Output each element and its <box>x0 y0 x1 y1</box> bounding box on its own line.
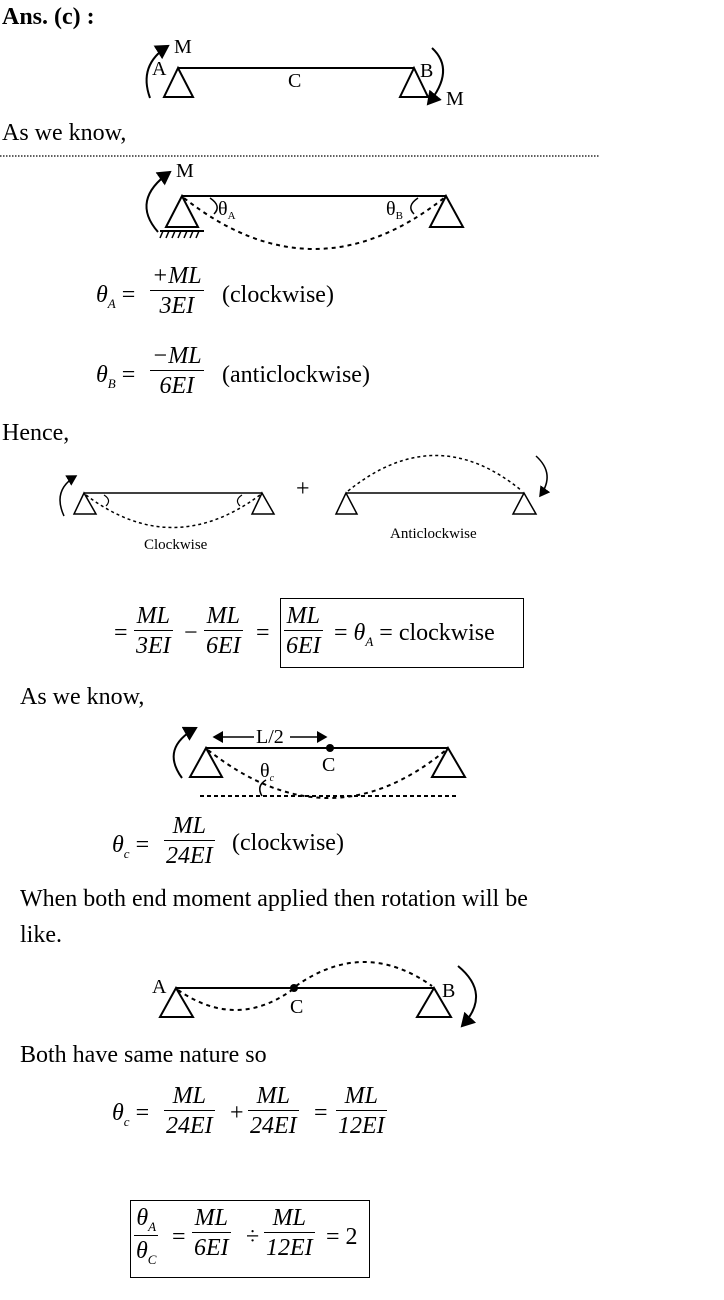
paragraph-line-2: like. <box>20 922 62 948</box>
fig4-beam <box>174 728 465 798</box>
eq3-equals-1: = <box>114 620 128 646</box>
fig2-theta-b: $\theta_B$ <box>386 198 403 222</box>
eq6-result: = 2 <box>326 1224 358 1250</box>
eq5-fraction-2: $\frac{ML}{24EI}$ <box>250 1083 297 1139</box>
answer-heading: Ans. (c) : <box>2 4 95 30</box>
eq3-fraction-2: $\frac{ML}{6EI}$ <box>206 603 241 659</box>
fig2-angle-b-arc <box>411 198 418 214</box>
eq2-fraction: $\frac{-ML}{6EI}$ <box>152 343 202 399</box>
fig3-clockwise-shape <box>86 495 260 528</box>
paragraph-line-1: When both end moment applied then rotation will be <box>20 886 528 912</box>
fig5-beam <box>160 962 476 1026</box>
eq5-plus: + <box>230 1100 244 1126</box>
eq2-note: (anticlockwise) <box>222 362 370 388</box>
fig4-midpoint-c <box>326 744 334 752</box>
fig4-theta-c: $\theta_c$ <box>260 760 275 784</box>
eq4-fraction: $\frac{ML}{24EI}$ <box>166 813 213 869</box>
eq3-minus: − <box>184 620 198 646</box>
eq5-fraction-1: $\frac{ML}{24EI}$ <box>166 1083 213 1139</box>
eq5-equals: = <box>314 1100 328 1126</box>
fig1-label-c: C <box>288 70 302 92</box>
fig1-label-m-top: M <box>174 36 192 58</box>
as-we-know-2: As we know, <box>20 684 145 710</box>
eq6-fraction-1: $\frac{ML}{6EI}$ <box>194 1205 229 1261</box>
eq3-fraction-1: $\frac{ML}{3EI}$ <box>136 603 171 659</box>
fig5-label-c: C <box>290 996 304 1018</box>
fig3-anticlockwise-shape <box>348 456 522 492</box>
as-we-know-1: As we know, <box>2 120 127 146</box>
eq6-ratio-fraction: $\frac{\theta_A}{\theta_C}$ <box>136 1205 157 1267</box>
eq3-tail: = $\theta_A$ = clockwise <box>334 620 495 649</box>
eq3-fraction-3: $\frac{ML}{6EI}$ <box>286 603 321 659</box>
fig2-label-m: M <box>176 160 194 182</box>
fig5-label-a: A <box>152 976 167 998</box>
fig2-support-b <box>430 196 463 227</box>
fig1-label-a: A <box>152 58 167 80</box>
fig2-beam <box>146 172 463 249</box>
eq2-lhs: $\theta_B$ = <box>96 362 136 391</box>
fig4-label-c: C <box>322 754 336 776</box>
fig1-support-a <box>164 68 193 97</box>
fig1-label-b: B <box>420 60 434 82</box>
eq6-equals: = <box>172 1224 186 1250</box>
eq1-fraction: $\frac{+ML}{3EI}$ <box>152 263 202 319</box>
fig4-label-half-span: L/2 <box>256 726 284 748</box>
eq6-divide: ÷ <box>246 1224 260 1250</box>
eq4-lhs: $\theta_c$ = <box>112 832 150 861</box>
fig3-label-clockwise: Clockwise <box>144 537 208 553</box>
hence-label: Hence, <box>2 420 70 446</box>
eq5-lhs: $\theta_c$ = <box>112 1100 150 1129</box>
eq1-lhs: $\theta_A$ = <box>96 282 136 311</box>
same-nature-text: Both have same nature so <box>20 1042 267 1068</box>
fig1-label-m-bottom: M <box>446 88 464 110</box>
eq1-note: (clockwise) <box>222 282 334 308</box>
eq5-fraction-3: $\frac{ML}{12EI}$ <box>338 1083 385 1139</box>
fig3-label-anticlockwise: Anticlockwise <box>390 526 477 542</box>
eq3-equals-2: = <box>256 620 270 646</box>
fig2-moment-arrow <box>146 172 170 232</box>
eq6-fraction-2: $\frac{ML}{12EI}$ <box>266 1205 313 1261</box>
fig2-support-a <box>166 196 198 227</box>
fig2-angle-a-arc <box>210 198 217 214</box>
fig3-plus: + <box>296 476 310 502</box>
fig5-label-b: B <box>442 980 456 1002</box>
fig2-theta-a: $\theta_A$ <box>218 198 236 222</box>
eq4-note: (clockwise) <box>232 830 344 856</box>
